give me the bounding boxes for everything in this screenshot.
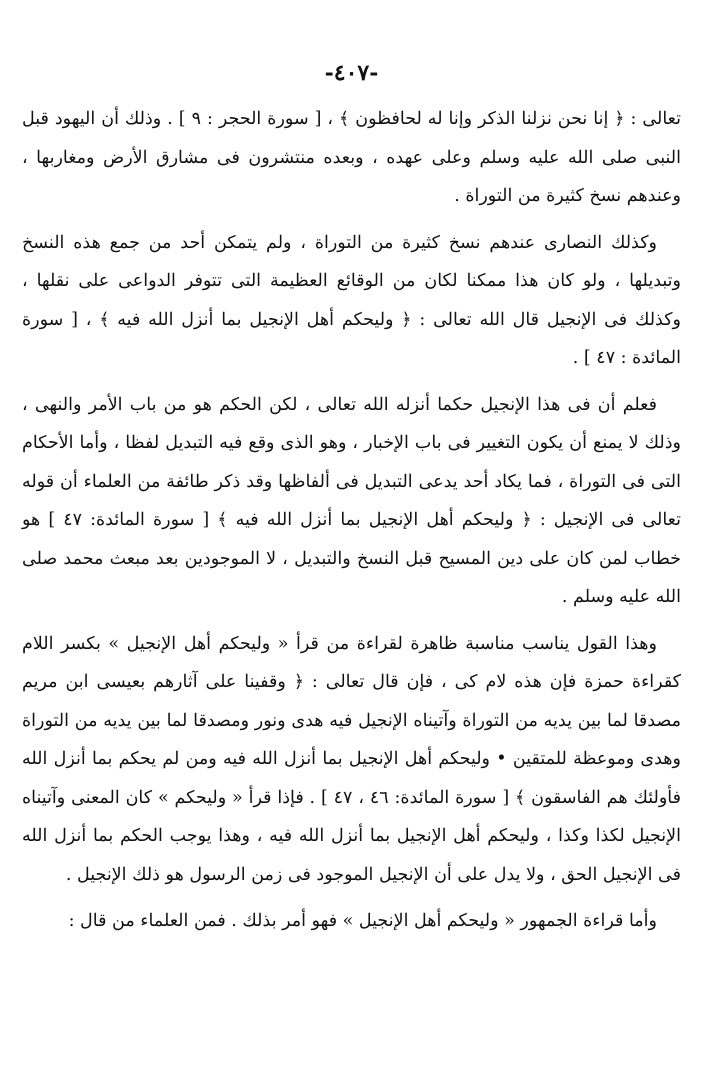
paragraph-2: وكذلك النصارى عندهم نسخ كثيرة من التوراة ، ولم يتمكن أحد من جمع هذه النسخ وتبديلها ، ولو كان هذا ممكنا لكان من الوقائع العظيمة التى تتوفر الدواعى على نقلها ، وكذلك فى الإنجيل قال الله تعالى : ﴿ وليحكم أهل الإنجيل بما أنزل الله فيه ﴾ ، [ سورة المائدة : ٤٧ ] . [22,232,681,368]
paragraph-5: وأما قراءة الجمهور « وليحكم أهل الإنجيل » فهو أمر بذلك . فمن العلماء من قال : [68,911,657,931]
page-number: -٤٠٧- [324,60,379,86]
paragraph-3: فعلم أن فى هذا الإنجيل حكما أنزله الله تعالى ، لكن الحكم هو من باب الأمر والنهى ، وذلك لا يمنع أن يكون التغيير فى باب الإخبار ، وهو الذى وقع فيه التبديل لفظا ، وأما الأحكام التى فى التوراة ، فما يكاد أحد يدعى التبديل فى ألفاظها وقد ذكر طائفة من العلماء أن قوله تعالى فى الإنجيل : ﴿ وليحكم أهل الإنجيل بما أنزل الله فيه ﴾ [ سورة المائدة: ٤٧ ] هو خطاب لمن كان على دين المسيح قبل النسخ والتبديل ، لا الموجودين بعد مبعث محمد صلى الله عليه وسلم . [22,394,681,607]
paragraph-4: وهذا القول يناسب مناسبة ظاهرة لقراءة من قرأ « وليحكم أهل الإنجيل » بكسر اللام كقراءة حمزة فإن هذه لام كى ، فإن قال تعالى : ﴿ وقفينا على آثارهم بعيسى ابن مريم مصدقا لما بين يديه من التوراة وآتيناه الإنجيل فيه هدى ونور ومصدقا لما بين يديه من التوراة وهدى وموعظة للمتقين • وليحكم أهل الإنجيل بما أنزل الله فيه ومن لم يحكم بما أنزل الله فأولئك هم الفاسقون ﴾ [ سورة المائدة: ٤٦ ، ٤٧ ] . فإذا قرأ « وليحكم » كان المعنى وآتيناه الإنجيل لكذا وكذا ، وليحكم أهل الإنجيل بما أنزل الله فيه ، وهذا يوجب الحكم بما أنزل الله فى الإنجيل الحق ، ولا يدل على أن الإنجيل الموجود فى زمن الرسول هو ذلك الإنجيل . [22,633,681,885]
paragraph-1: تعالى : ﴿ إنا نحن نزلنا الذكر وإنا له لحافظون ﴾ ، [ سورة الحجر : ٩ ] . وذلك أن اليهود قبل النبى صلى الله عليه وسلم وعلى عهده ، وبعده منتشرون فى مشارق الأرض ومغاربها ، وعندهم نسخ كثيرة من التوراة . [22,109,681,206]
